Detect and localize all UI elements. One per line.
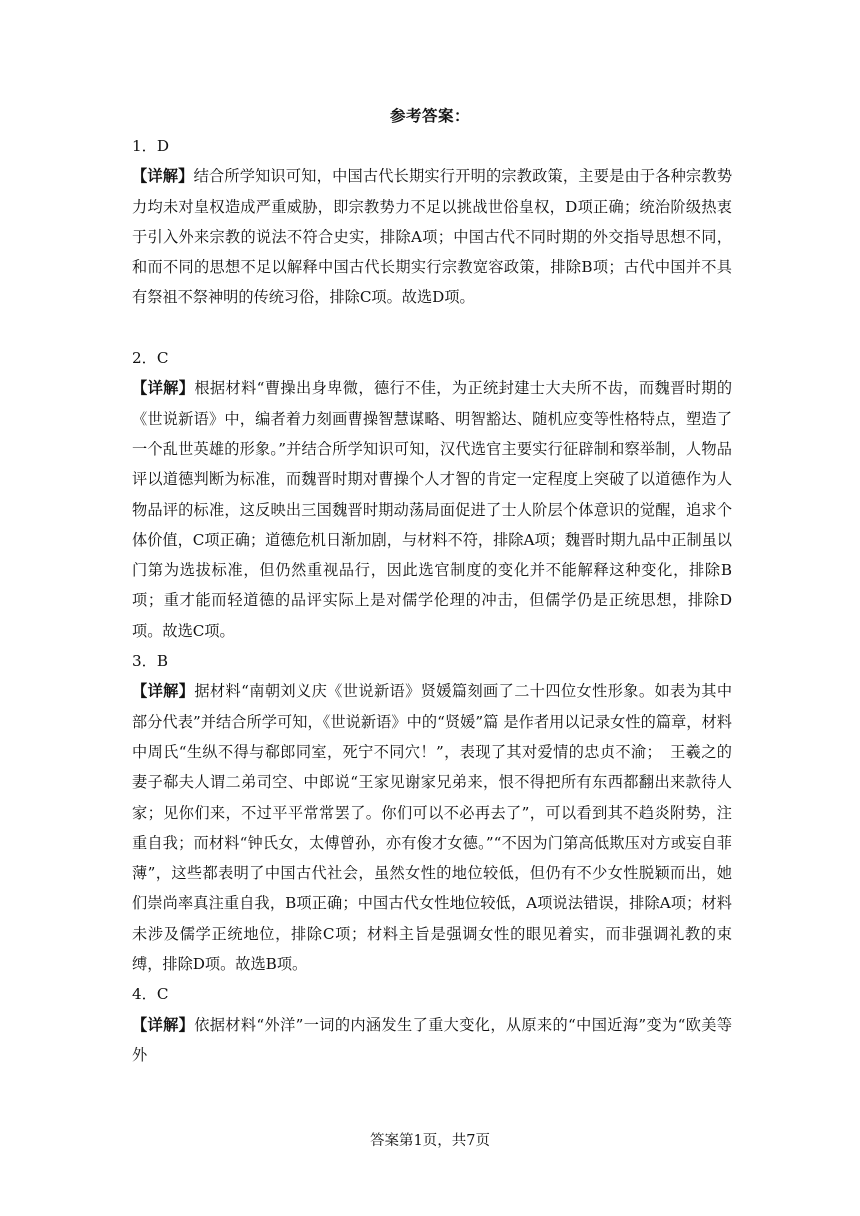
answer-4-explanation bbox=[132, 1010, 732, 1071]
explanation-text: 据材料“南朝刘义庆《世说新语》贤媛篇刻画了二十四位女性形象。如表为其中部分代表”并结合所学可知，《世说新语》中的“贤媛”篇 是作者用以记录女性的篇章，材料中周氏“生纵不得与郗郎同室，死宁不同穴！”，表现了其对爱情的忠贞不渝； 王羲之的妻子郗夫人谓二弟司空、中郎说“王家见谢家兄弟来，恨不得把所有东西都翻出来款待人家；见你们来，不过平平常常罢了。你们可以不必再去了”，可以看到其不趋炎附势，注重自我；而材料“钟氏女，太傅曾孙，亦有俊才女德。”“不因为门第高低欺压对方或妄自菲薄”，这些都表明了中国古代社会，虽然女性的地位较低，但仍有不少女性脱颖而出，她们崇尚率真注重自我，B项正确；中国古代女性地位较低，A项说法错误，排除A项；材料未涉及儒学正统地位，排除C项；材料主旨是强调女性的眼见着实，而非强调礼教的束缚，排除D项。故选B项。 bbox=[132, 682, 733, 974]
answer-4-number: 4．C bbox=[132, 985, 169, 1004]
spacer bbox=[132, 313, 732, 343]
answer-3-number: 3．B bbox=[132, 652, 169, 671]
explanation-tag: 【详解】 bbox=[132, 1015, 195, 1034]
answer-content bbox=[132, 131, 732, 1070]
explanation-text: 结合所学知识可知，中国古代长期实行开明的宗教政策，主要是由于各种宗教势力均未对皇权造成严重威胁，即宗教势力不足以挑战世俗皇权，D项正确；统治阶级热衷于引入外来宗教的说法不符合史实，排除A项；中国古代不同时期的外交指导思想不同，和而不同的思想不足以解释中国古代长期实行宗教宽容政策，排除B项；古代中国并不具有祭祖不祭神明的传统习俗，排除C项。故选D项。 bbox=[132, 167, 733, 307]
answer-2-number: 2．C bbox=[132, 349, 169, 368]
explanation-text: 根据材料“曹操出身卑微，德行不佳，为正统封建士大夫所不齿，而魏晋时期的《世说新语》中，编者着力刻画曹操智慧谋略、明智豁达、随机应变等性格特点，塑造了一个乱世英雄的形象。”并结合所学知识可知，汉代选官主要实行征辟制和察举制，人物品评以道德判断为标准，而魏晋时期对曹操个人才智的肯定一定程度上突破了以道德作为人物品评的标准，这反映出三国魏晋时期动荡局面促进了士人阶层个体意识的觉醒，追求个体价值，C项正确；道德危机日渐加剧，与材料不符，排除A项；魏晋时期九品中正制虽以门第为选拔标准，但仍然重视品行，因此选官制度的变化并不能解释这种变化，排除B项；重才能而轻道德的品评实际上是对儒学伦理的冲击，但儒学仍是正统思想，排除D项。故选C项。 bbox=[132, 379, 733, 640]
answer-3-explanation bbox=[132, 676, 732, 979]
explanation-tag: 【详解】 bbox=[132, 682, 195, 701]
answer-1-number: 1．D bbox=[132, 137, 170, 155]
page-title: 参考答案： bbox=[389, 106, 470, 125]
explanation-tag: 【详解】 bbox=[132, 167, 194, 186]
answer-1-explanation bbox=[132, 161, 732, 312]
answer-2-explanation bbox=[132, 373, 732, 646]
explanation-text: 依据材料“外洋”一词的内涵发生了重大变化，从原来的“中国近海”变为“欧美等外 bbox=[132, 1015, 733, 1064]
explanation-tag: 【详解】 bbox=[132, 379, 195, 398]
page-footer: 答案第1页，共7页 bbox=[370, 1133, 490, 1149]
